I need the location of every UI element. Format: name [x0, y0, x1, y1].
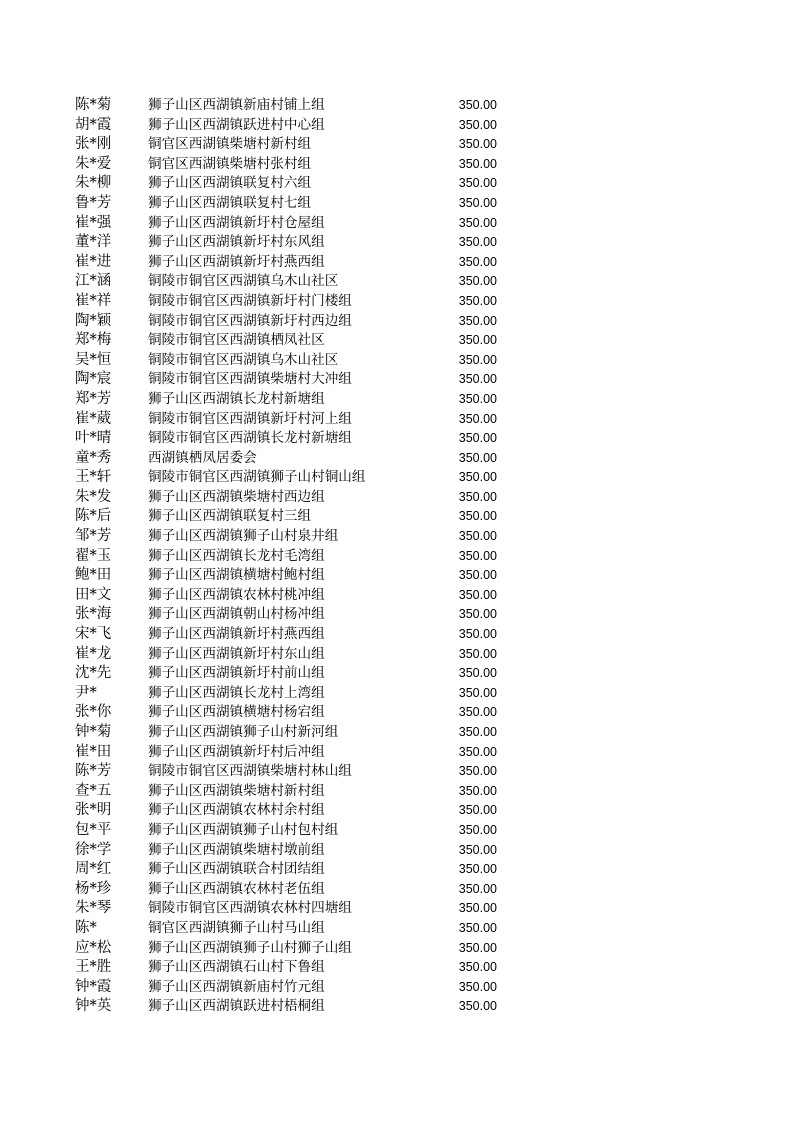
- payment-amount: 350.00: [458, 176, 497, 191]
- table-row: [75, 860, 505, 880]
- recipient-name: 朱*爱: [75, 155, 112, 172]
- payment-amount: 350.00: [458, 568, 497, 583]
- recipient-address: 狮子山区西湖镇新圩村仓屋组: [148, 214, 325, 231]
- payment-amount: 350.00: [458, 842, 497, 857]
- recipient-name: 邹*芳: [75, 528, 112, 545]
- recipient-name: 崔*田: [75, 743, 112, 760]
- payment-amount: 350.00: [458, 509, 497, 524]
- recipient-name: 郑*梅: [75, 332, 112, 349]
- recipient-name: 王*轩: [75, 469, 112, 486]
- recipient-address: 狮子山区西湖镇农林村余村组: [148, 802, 325, 819]
- table-row: [75, 390, 505, 410]
- recipient-address: 狮子山区西湖镇长龙村毛湾组: [148, 547, 325, 564]
- recipient-name: 张*海: [75, 606, 112, 623]
- recipient-name: 陈*: [75, 919, 97, 936]
- recipient-name: 江*涵: [75, 273, 112, 290]
- table-row: [75, 997, 505, 1017]
- table-row: [75, 841, 505, 861]
- payment-amount: 350.00: [458, 333, 497, 348]
- recipient-name: 吴*恒: [75, 351, 112, 368]
- table-row: [75, 96, 505, 116]
- recipient-address: 狮子山区西湖镇跃进村中心组: [148, 116, 325, 133]
- recipient-name: 陶*宸: [75, 371, 112, 388]
- recipient-name: 胡*霞: [75, 116, 112, 133]
- recipient-address: 铜陵市铜官区西湖镇柴塘村林山组: [148, 763, 352, 780]
- recipient-address: 狮子山区西湖镇柴塘村墩前组: [148, 841, 325, 858]
- payment-amount: 350.00: [458, 529, 497, 544]
- recipient-address: 狮子山区西湖镇狮子山村泉井组: [148, 528, 339, 545]
- recipient-address: 铜官区西湖镇柴塘村张村组: [148, 155, 312, 172]
- recipient-name: 陈*菊: [75, 97, 112, 113]
- recipient-address: 铜陵市铜官区西湖镇新圩村门楼组: [148, 292, 352, 309]
- recipient-name: 朱*琴: [75, 900, 112, 917]
- table-row: [75, 782, 505, 802]
- recipient-name: 周*红: [75, 861, 112, 878]
- table-row: [75, 233, 505, 253]
- payment-amount: 350.00: [458, 627, 497, 642]
- payment-amount: 350.00: [458, 607, 497, 622]
- table-row: [75, 821, 505, 841]
- payment-amount: 350.00: [458, 881, 497, 896]
- payment-amount: 350.00: [458, 803, 497, 818]
- table-row: [75, 194, 505, 214]
- recipient-address: 狮子山区西湖镇新圩村前山组: [148, 665, 325, 682]
- table-row: [75, 723, 505, 743]
- recipient-address: 狮子山区西湖镇新圩村燕西组: [148, 253, 325, 270]
- recipient-address: 狮子山区西湖镇横塘村杨宕组: [148, 704, 325, 721]
- recipient-name: 钟*菊: [75, 724, 112, 740]
- recipient-name: 鲍*田: [75, 567, 112, 584]
- recipient-address: 狮子山区西湖镇柴塘村新村组: [148, 782, 325, 799]
- payment-amount: 350.00: [458, 862, 497, 877]
- recipient-address: 狮子山区西湖镇新圩村燕西组: [148, 626, 325, 643]
- payment-amount: 350.00: [458, 391, 497, 406]
- recipient-name: 钟*英: [75, 998, 112, 1015]
- table-row: [75, 429, 505, 449]
- recipient-name: 崔*强: [75, 214, 112, 231]
- table-row: [75, 645, 505, 665]
- payment-amount: 350.00: [458, 470, 497, 485]
- table-row: [75, 527, 505, 547]
- payment-amount: 350.00: [458, 744, 497, 759]
- payment-amount: 350.00: [458, 215, 497, 230]
- recipient-name: 尹*: [75, 684, 97, 701]
- recipient-name: 查*五: [75, 782, 112, 799]
- payment-amount: 350.00: [458, 156, 497, 171]
- table-row: [75, 174, 505, 194]
- payment-amount: 350.00: [458, 705, 497, 720]
- recipient-address: 狮子山区西湖镇长龙村上湾组: [148, 684, 325, 701]
- table-row: [75, 978, 505, 998]
- payment-amount: 350.00: [458, 940, 497, 955]
- table-row: [75, 703, 505, 723]
- table-row: [75, 586, 505, 606]
- payment-amount: 350.00: [458, 137, 497, 152]
- table-row: [75, 370, 505, 390]
- table-row: [75, 684, 505, 704]
- table-row: [75, 312, 505, 332]
- recipient-name: 董*洋: [75, 234, 112, 251]
- table-row: [75, 410, 505, 430]
- table-row: [75, 468, 505, 488]
- recipient-address: 狮子山区西湖镇联复村三组: [148, 508, 312, 525]
- recipient-address: 铜陵市铜官区西湖镇狮子山村铜山组: [148, 469, 366, 486]
- payment-list-table: [75, 96, 505, 1017]
- table-row: [75, 605, 505, 625]
- recipient-name: 崔*龙: [75, 645, 112, 662]
- recipient-address: 铜陵市铜官区西湖镇长龙村新塘组: [148, 430, 352, 447]
- recipient-address: 铜官区西湖镇柴塘村新村组: [148, 136, 312, 153]
- recipient-address: 狮子山区西湖镇跃进村梧桐组: [148, 998, 325, 1015]
- table-row: [75, 625, 505, 645]
- recipient-name: 崔*葳: [75, 410, 112, 427]
- recipient-name: 王*胜: [75, 959, 112, 976]
- recipient-address: 狮子山区西湖镇农林村老伍组: [148, 880, 325, 897]
- recipient-address: 铜陵市铜官区西湖镇乌木山社区: [148, 351, 339, 368]
- recipient-name: 田*文: [75, 586, 112, 603]
- recipient-address: 狮子山区西湖镇新庙村竹元组: [148, 978, 325, 995]
- recipient-address: 狮子山区西湖镇联合村团结组: [148, 861, 325, 878]
- recipient-name: 张*刚: [75, 136, 112, 153]
- recipient-name: 张*你: [75, 704, 112, 721]
- recipient-name: 陶*颖: [75, 312, 112, 329]
- recipient-address: 铜官区西湖镇狮子山村马山组: [148, 919, 325, 936]
- table-row: [75, 292, 505, 312]
- recipient-address: 铜陵市铜官区西湖镇乌木山社区: [148, 273, 339, 290]
- table-row: [75, 801, 505, 821]
- payment-amount: 350.00: [458, 783, 497, 798]
- recipient-name: 朱*柳: [75, 175, 112, 192]
- recipient-name: 应*松: [75, 939, 112, 956]
- recipient-address: 狮子山区西湖镇新圩村东风组: [148, 234, 325, 251]
- payment-amount: 350.00: [458, 372, 497, 387]
- recipient-name: 沈*先: [75, 665, 112, 682]
- table-row: [75, 880, 505, 900]
- recipient-name: 崔*进: [75, 253, 112, 270]
- table-row: [75, 919, 505, 939]
- recipient-address: 狮子山区西湖镇新庙村铺上组: [148, 97, 325, 113]
- recipient-address: 狮子山区西湖镇联复村七组: [148, 194, 312, 211]
- recipient-name: 杨*珍: [75, 880, 112, 897]
- payment-amount: 350.00: [458, 725, 497, 739]
- recipient-name: 叶*晴: [75, 430, 112, 447]
- table-row: [75, 664, 505, 684]
- table-row: [75, 743, 505, 763]
- payment-amount: 350.00: [458, 920, 497, 935]
- payment-amount: 350.00: [458, 98, 497, 112]
- table-row: [75, 135, 505, 155]
- table-row: [75, 272, 505, 292]
- payment-amount: 350.00: [458, 293, 497, 308]
- recipient-address: 狮子山区西湖镇新圩村后冲组: [148, 743, 325, 760]
- payment-amount: 350.00: [458, 254, 497, 269]
- payment-amount: 350.00: [458, 431, 497, 446]
- recipient-address: 狮子山区西湖镇狮子山村包村组: [148, 821, 339, 838]
- payment-amount: 350.00: [458, 764, 497, 779]
- table-row: [75, 331, 505, 351]
- recipient-name: 朱*发: [75, 488, 112, 505]
- table-row: [75, 566, 505, 586]
- payment-amount: 350.00: [458, 411, 497, 426]
- table-row: [75, 351, 505, 371]
- recipient-name: 宋*飞: [75, 626, 112, 643]
- recipient-name: 童*秀: [75, 449, 112, 466]
- recipient-name: 郑*芳: [75, 390, 112, 407]
- table-row: [75, 939, 505, 959]
- table-row: [75, 899, 505, 919]
- payment-amount: 350.00: [458, 313, 497, 328]
- payment-amount: 350.00: [458, 235, 497, 250]
- recipient-address: 狮子山区西湖镇农林村桃冲组: [148, 586, 325, 603]
- payment-amount: 350.00: [458, 999, 497, 1014]
- recipient-address: 铜陵市铜官区西湖镇农林村四塘组: [148, 900, 352, 917]
- recipient-address: 狮子山区西湖镇石山村下鲁组: [148, 959, 325, 976]
- payment-amount: 350.00: [458, 960, 497, 975]
- payment-amount: 350.00: [458, 117, 497, 132]
- recipient-name: 崔*祥: [75, 292, 112, 309]
- recipient-address: 狮子山区西湖镇狮子山村狮子山组: [148, 939, 352, 956]
- payment-amount: 350.00: [458, 274, 497, 289]
- recipient-name: 翟*玉: [75, 547, 112, 564]
- recipient-address: 西湖镇栖凤居委会: [148, 449, 257, 466]
- payment-amount: 350.00: [458, 685, 497, 700]
- recipient-address: 铜陵市铜官区西湖镇栖凤社区: [148, 332, 325, 349]
- recipient-address: 铜陵市铜官区西湖镇新圩村西边组: [148, 312, 352, 329]
- recipient-name: 陈*后: [75, 508, 112, 525]
- recipient-name: 张*明: [75, 802, 112, 819]
- payment-amount: 350.00: [458, 587, 497, 602]
- table-row: [75, 449, 505, 469]
- payment-amount: 350.00: [458, 646, 497, 661]
- recipient-name: 陈*芳: [75, 763, 112, 780]
- recipient-address: 铜陵市铜官区西湖镇新圩村河上组: [148, 410, 352, 427]
- payment-amount: 350.00: [458, 450, 497, 465]
- recipient-name: 徐*学: [75, 841, 112, 858]
- table-row: [75, 762, 505, 782]
- table-row: [75, 214, 505, 234]
- table-row: [75, 547, 505, 567]
- recipient-name: 鲁*芳: [75, 194, 112, 211]
- recipient-address: 铜陵市铜官区西湖镇柴塘村大冲组: [148, 371, 352, 388]
- payment-amount: 350.00: [458, 489, 497, 504]
- recipient-address: 狮子山区西湖镇联复村六组: [148, 175, 312, 192]
- recipient-address: 狮子山区西湖镇新圩村东山组: [148, 645, 325, 662]
- payment-amount: 350.00: [458, 548, 497, 563]
- payment-amount: 350.00: [458, 822, 497, 837]
- payment-amount: 350.00: [458, 195, 497, 210]
- payment-amount: 350.00: [458, 979, 497, 994]
- recipient-address: 狮子山区西湖镇横塘村鲍村组: [148, 567, 325, 584]
- recipient-name: 包*平: [75, 821, 112, 838]
- table-row: [75, 253, 505, 273]
- recipient-name: 钟*霞: [75, 978, 112, 995]
- table-row: [75, 958, 505, 978]
- recipient-address: 狮子山区西湖镇长龙村新塘组: [148, 390, 325, 407]
- table-row: [75, 507, 505, 527]
- recipient-address: 狮子山区西湖镇朝山村杨冲组: [148, 606, 325, 623]
- recipient-address: 狮子山区西湖镇柴塘村西边组: [148, 488, 325, 505]
- payment-amount: 350.00: [458, 352, 497, 367]
- table-row: [75, 488, 505, 508]
- payment-amount: 350.00: [458, 666, 497, 681]
- payment-amount: 350.00: [458, 901, 497, 916]
- table-row: [75, 155, 505, 175]
- table-row: [75, 116, 505, 136]
- recipient-address: 狮子山区西湖镇狮子山村新河组: [148, 724, 339, 740]
